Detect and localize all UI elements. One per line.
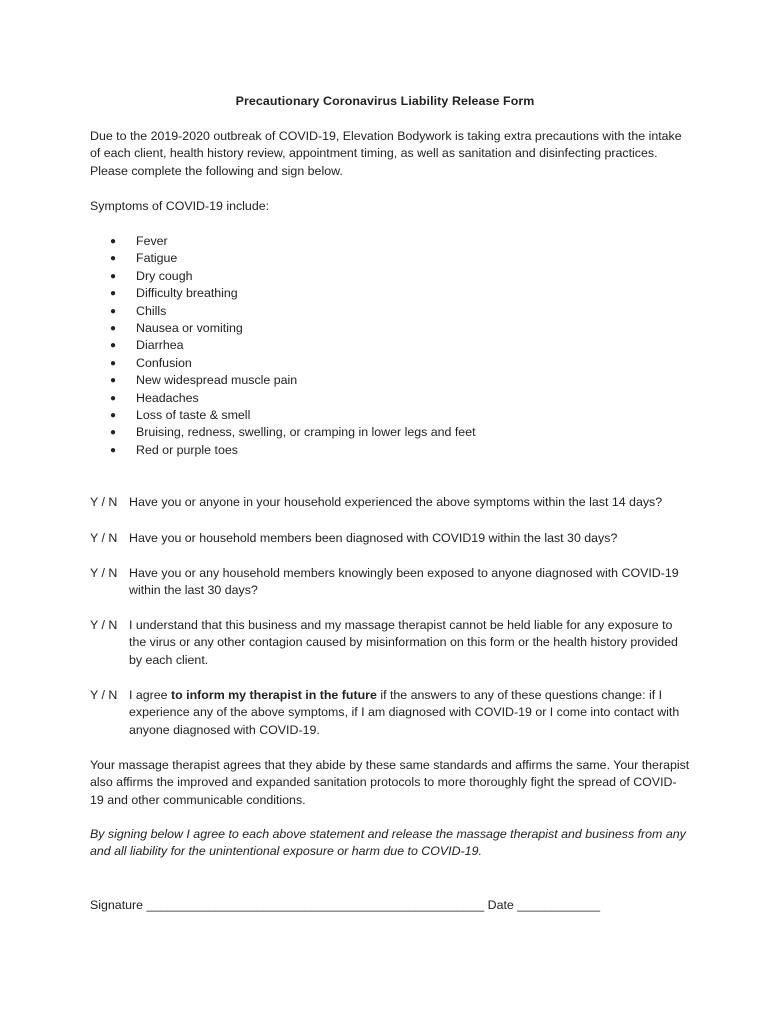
question-text: Have you or anyone in your household experienced the above symptoms within the last 14 days?	[129, 495, 663, 509]
yes-no-choice[interactable]: Y / N	[90, 495, 118, 509]
question-liability	[90, 617, 690, 669]
list-item: ● Bruising, redness, swelling, or cramping in lower legs and feet	[90, 424, 476, 441]
intro-paragraph: Due to the 2019-2020 outbreak of COVID-19, Elevation Bodywork is taking extra precautions with the intake of each client, health history review, appointment timing, as well as sanitation and disinfecting practices. Please complete the following and sign below.	[90, 129, 682, 178]
bullet-icon: ●	[110, 444, 117, 456]
bullet-icon: ●	[110, 392, 117, 404]
date-field[interactable]: ____________	[517, 898, 600, 912]
bullet-icon: ●	[110, 409, 117, 421]
signing-statement: By signing below I agree to each above statement and release the massage therapist and business from any and all liability for the unintentional exposure or harm due to COVID-19.	[90, 827, 686, 859]
list-item: ● Red or purple toes	[90, 442, 476, 459]
emphasis-text: to inform my therapist in the future	[171, 688, 377, 702]
bullet-icon: ●	[110, 270, 117, 282]
bullet-icon: ●	[110, 253, 117, 265]
signature-field[interactable]: _________________________________________________	[146, 898, 485, 912]
question-inform-therapist	[90, 687, 690, 739]
list-item: ● New widespread muscle pain	[90, 372, 476, 389]
symptoms-list	[90, 233, 476, 459]
list-item: ● Fatigue	[90, 250, 476, 267]
list-item: ● Headaches	[90, 390, 476, 407]
list-item: ● Diarrhea	[90, 337, 476, 354]
yes-no-choice[interactable]: Y / N	[90, 531, 118, 545]
date-label: Date	[487, 898, 514, 912]
question-text: I understand that this business and my massage therapist cannot be held liable for any exposure to the virus or any other contagion caused by misinformation on this form or the health history provided by each client.	[129, 618, 678, 667]
bullet-icon: ●	[110, 288, 117, 300]
list-item: ● Difficulty breathing	[90, 285, 476, 302]
question-diagnosed	[90, 530, 690, 547]
list-item: ● Loss of taste & smell	[90, 407, 476, 424]
question-recent-symptoms	[90, 494, 690, 511]
list-item: ● Nausea or vomiting	[90, 320, 476, 337]
bullet-icon: ●	[110, 322, 117, 334]
list-item: ● Fever	[90, 233, 476, 250]
question-text: Have you or any household members knowingly been exposed to anyone diagnosed with COVID-19 within the last 30 days?	[129, 566, 679, 598]
question-text: Have you or household members been diagnosed with COVID19 within the last 30 days?	[129, 531, 618, 545]
list-item: ● Chills	[90, 303, 476, 320]
bullet-icon: ●	[110, 427, 117, 439]
yes-no-choice[interactable]: Y / N	[90, 688, 118, 702]
symptoms-heading: Symptoms of COVID-19 include:	[90, 199, 270, 213]
list-item: ● Confusion	[90, 355, 476, 372]
bullet-icon: ●	[110, 375, 117, 387]
yes-no-choice[interactable]: Y / N	[90, 618, 118, 632]
question-exposed	[90, 565, 690, 600]
yes-no-choice[interactable]: Y / N	[90, 566, 118, 580]
signature-row	[90, 897, 600, 914]
question-text: I agree to inform my therapist in the future if the answers to any of these questions change: if I experience any of the above symptoms, if I am diagnosed with COVID-19 or I come into contact with anyone diagnosed with COVID-19.	[129, 688, 680, 737]
therapist-statement: Your massage therapist agrees that they abide by these same standards and affirms the same. Your therapist also affirms the improved and expanded sanitation protocols to more thoroughly fight the spread of COVID-19 and other communicable conditions.	[90, 758, 690, 807]
page-title: Precautionary Coronavirus Liability Release Form	[235, 94, 535, 108]
bullet-icon: ●	[110, 340, 117, 352]
bullet-icon: ●	[110, 305, 117, 317]
bullet-icon: ●	[110, 236, 117, 247]
bullet-icon: ●	[110, 357, 117, 369]
signature-label: Signature	[90, 898, 144, 912]
list-item: ● Dry cough	[90, 268, 476, 285]
